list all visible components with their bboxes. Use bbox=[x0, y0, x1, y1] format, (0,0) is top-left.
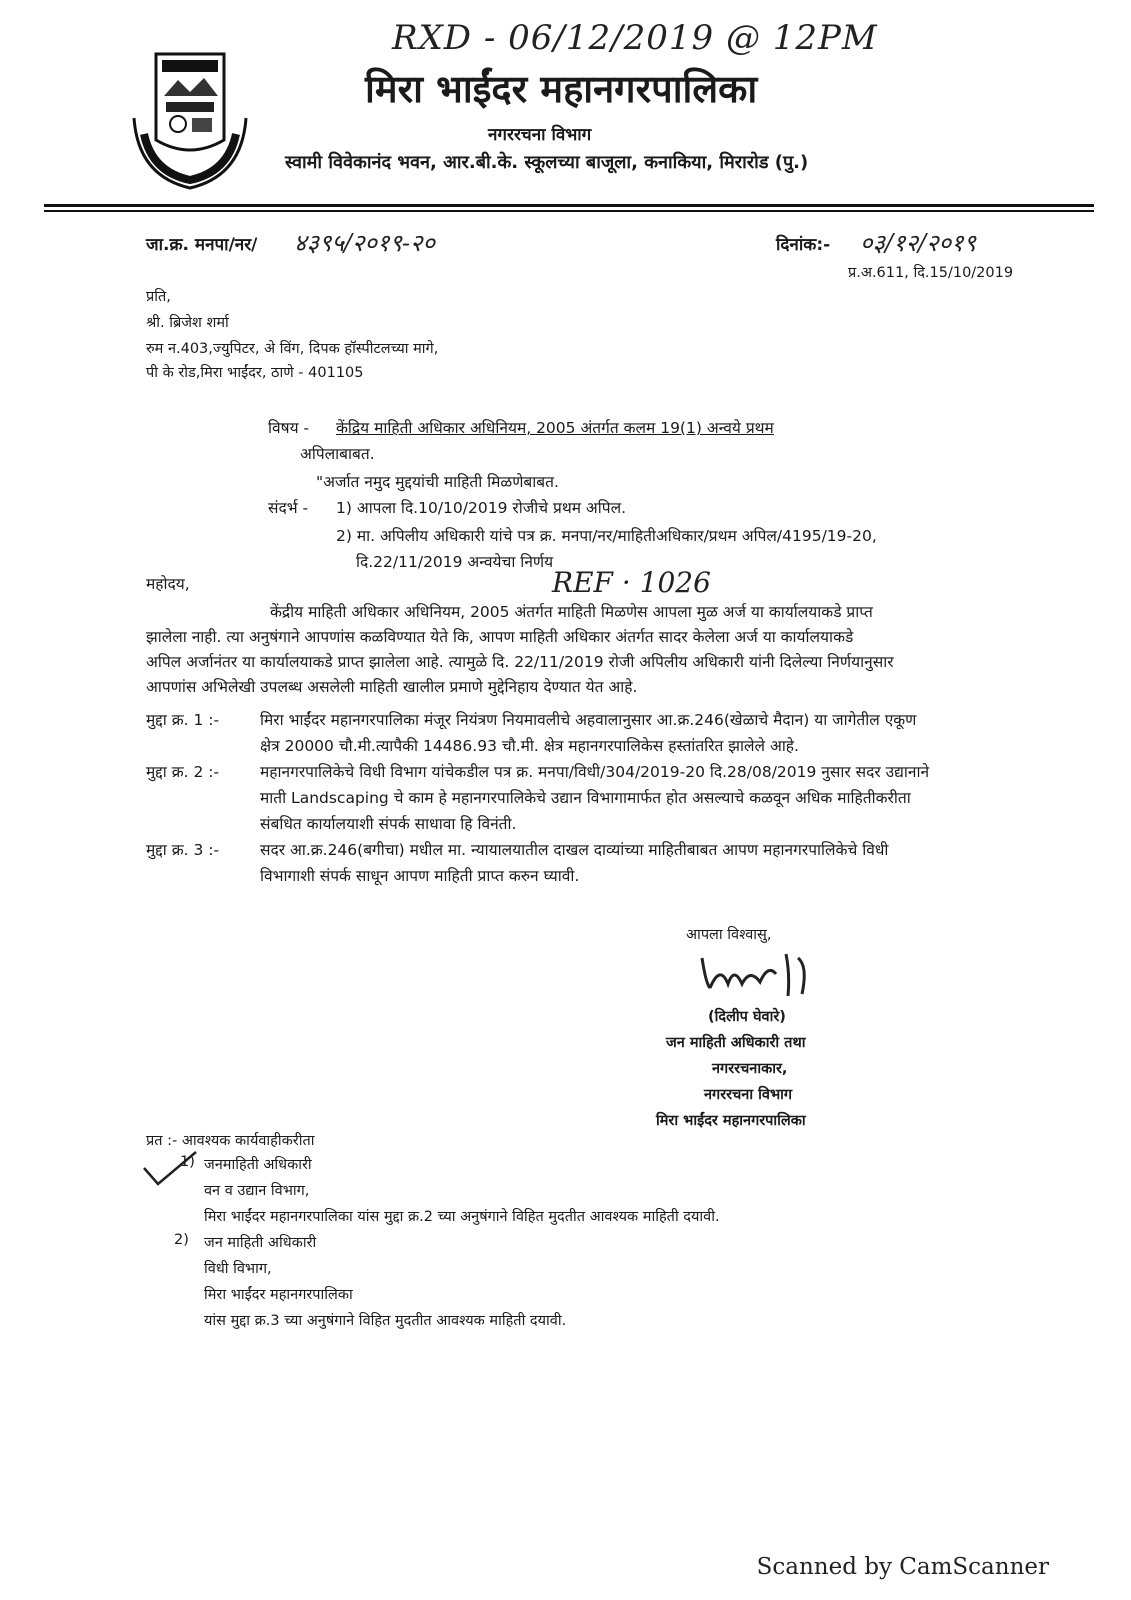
reference-item2-cont: दि.22/11/2019 अन्वयेचा निर्णय bbox=[356, 553, 554, 571]
point-2-line: माती Landscaping चे काम हे महानगरपालिकेचे उद्यान विभागामार्फत होत असल्याचे कळवून अधिक माहितीकरीता bbox=[260, 789, 911, 807]
header-rule-bottom bbox=[44, 210, 1094, 212]
reference-label: संदर्भ - bbox=[268, 499, 309, 517]
scanner-watermark: Scanned by CamScanner bbox=[756, 1554, 1049, 1580]
header-rule-top bbox=[44, 204, 1094, 207]
signatory-title4: मिरा भाईंदर महानगरपालिका bbox=[656, 1113, 806, 1129]
handwritten-signature-icon bbox=[690, 944, 830, 1004]
handwritten-received-note: RXD - 06/12/2019 @ 12PM bbox=[392, 18, 878, 58]
point-2-line: महानगरपालिकेचे विधी विभाग यांचेकडील पत्र क्र. मनपा/विधी/304/2019-20 दि.28/08/2019 नुसार सदर उद्यानाने bbox=[260, 763, 930, 781]
copy-item2-number: 2) bbox=[174, 1232, 189, 1248]
subject-line3: "अर्जात नमुद मुद्दयांची माहिती मिळणेबाबत. bbox=[316, 473, 559, 491]
point-2-label: मुद्दा क्र. 2 :- bbox=[146, 763, 220, 781]
subject-line2: अपिलाबाबत. bbox=[300, 445, 375, 463]
point-1-label: मुद्दा क्र. 1 :- bbox=[146, 711, 220, 729]
point-3-line: विभागाशी संपर्क साधून आपण माहिती प्राप्त करुन घ्यावी. bbox=[260, 867, 580, 885]
signature-closing: आपला विश्वासु, bbox=[686, 927, 772, 943]
copy-item1-line: मिरा भाईंदर महानगरपालिका यांस मुद्दा क्र.2 च्या अनुषंगाने विहित मुदतीत आवश्यक माहिती दयावी. bbox=[204, 1209, 720, 1225]
body-line: अपिल अर्जानंतर या कार्यालयाकडे प्राप्त झालेला आहे. त्यामुळे दि. 22/11/2019 रोजी अपिलीय अधिकारी यांनी दिलेल्या निर्णयानुसार bbox=[146, 653, 894, 671]
signatory-title2: नगररचनाकार, bbox=[712, 1061, 788, 1077]
point-1-line: मिरा भाईंदर महानगरपालिका मंजूर नियंत्रण नियमावलीचे अहवालानुसार आ.क्र.246(खेळाचे मैदान) या जागेतील एकूण bbox=[260, 711, 917, 729]
department-name: नगररचना विभाग bbox=[488, 125, 592, 145]
body-paragraph bbox=[146, 600, 1010, 700]
office-address: स्वामी विवेकानंद भवन, आर.बी.के. स्कूलच्या बाजूला, कनाकिया, मिरारोड (पु.) bbox=[285, 152, 809, 173]
recipient-prati: प्रति, bbox=[146, 289, 171, 305]
copy-label: प्रत :- आवश्यक कार्यवाहीकरीता bbox=[146, 1133, 315, 1149]
mira-bhayandar-emblem-icon bbox=[126, 48, 254, 198]
body-line: आपणांस अभिलेखी उपलब्ध असलेली माहिती खालील प्रमाणे मुद्देनिहाय देण्यात येत आहे. bbox=[146, 678, 638, 696]
outward-number-handwritten: ४३९५/२०१९-२० bbox=[294, 229, 435, 257]
subject-text: केंद्रिय माहिती अधिकार अधिनियम, 2005 अंतर्गत कलम 19(1) अन्वये प्रथम bbox=[336, 419, 774, 437]
recipient-address-line1: रुम न.403,ज्युपिटर, अे विंग, दिपक हॉस्पीटलच्या मागे, bbox=[146, 341, 439, 357]
copy-item1-number: 1) bbox=[180, 1154, 195, 1170]
signatory-title1: जन माहिती अधिकारी तथा bbox=[666, 1035, 806, 1051]
point-3-line: सदर आ.क्र.246(बगीचा) मधील मा. न्यायालयातील दाखल दाव्यांच्या माहितीबाबत आपण महानगरपालिकेचे विधी bbox=[260, 841, 889, 859]
copy-item2-line: मिरा भाईंदर महानगरपालिका bbox=[204, 1287, 353, 1303]
copy-item1-line: जनमाहिती अधिकारी bbox=[204, 1157, 312, 1173]
point-1-line: क्षेत्र 20000 चौ.मी.त्यापैकी 14486.93 चौ.मी. क्षेत्र महानगरपालिकेस हस्तांतरित झालेले आहे. bbox=[260, 737, 799, 755]
copy-item2-line: यांस मुद्दा क्र.3 च्या अनुषंगाने विहित मुदतीत आवश्यक माहिती दयावी. bbox=[204, 1313, 567, 1329]
recipient-name: श्री. ब्रिजेश शर्मा bbox=[146, 315, 229, 331]
reference-item1: 1) आपला दि.10/10/2019 रोजीचे प्रथम अपिल. bbox=[336, 499, 627, 517]
subject-label: विषय - bbox=[268, 419, 310, 437]
reference-item2: 2) मा. अपिलीय अधिकारी यांचे पत्र क्र. मनपा/नर/माहितीअधिकार/प्रथम अपिल/4195/19-20, bbox=[336, 527, 877, 545]
organization-name: मिरा भाईंदर महानगरपालिका bbox=[365, 67, 758, 111]
salutation: महोदय, bbox=[146, 575, 190, 593]
recipient-address-line2: पी के रोड,मिरा भाईंदर, ठाणे - 401105 bbox=[146, 365, 364, 381]
body-line: केंद्रीय माहिती अधिकार अधिनियम, 2005 अंतर्गत माहिती मिळणेस आपला मुळ अर्ज या कार्यालयाकडे प्राप्त bbox=[270, 603, 873, 621]
pra-a-reference: प्र.अ.611, दि.15/10/2019 bbox=[848, 265, 1014, 281]
date-label: दिनांक:- bbox=[776, 235, 831, 255]
signatory-name: (दिलीप घेवारे) bbox=[708, 1009, 786, 1025]
body-line: झालेला नाही. त्या अनुषंगाने आपणांस कळविण्यात येते कि, आपण माहिती अधिकार अंतर्गत सादर केलेला अर्ज या कार्यालयाकडे bbox=[146, 628, 854, 646]
outward-number-label: जा.क्र. मनपा/नर/ bbox=[146, 235, 258, 255]
copy-item2-line: जन माहिती अधिकारी bbox=[204, 1235, 317, 1251]
copy-item1-line: वन व उद्यान विभाग, bbox=[204, 1183, 310, 1199]
signatory-title3: नगररचना विभाग bbox=[704, 1087, 793, 1103]
date-handwritten: ०३/१२/२०१९ bbox=[860, 229, 977, 257]
point-2-line: संबधित कार्यालयाशी संपर्क साधावा हि विनंती. bbox=[260, 815, 517, 833]
handwritten-ref-note: REF · 1026 bbox=[552, 566, 711, 599]
copy-item2-line: विधी विभाग, bbox=[204, 1261, 272, 1277]
point-3-label: मुद्दा क्र. 3 :- bbox=[146, 841, 220, 859]
